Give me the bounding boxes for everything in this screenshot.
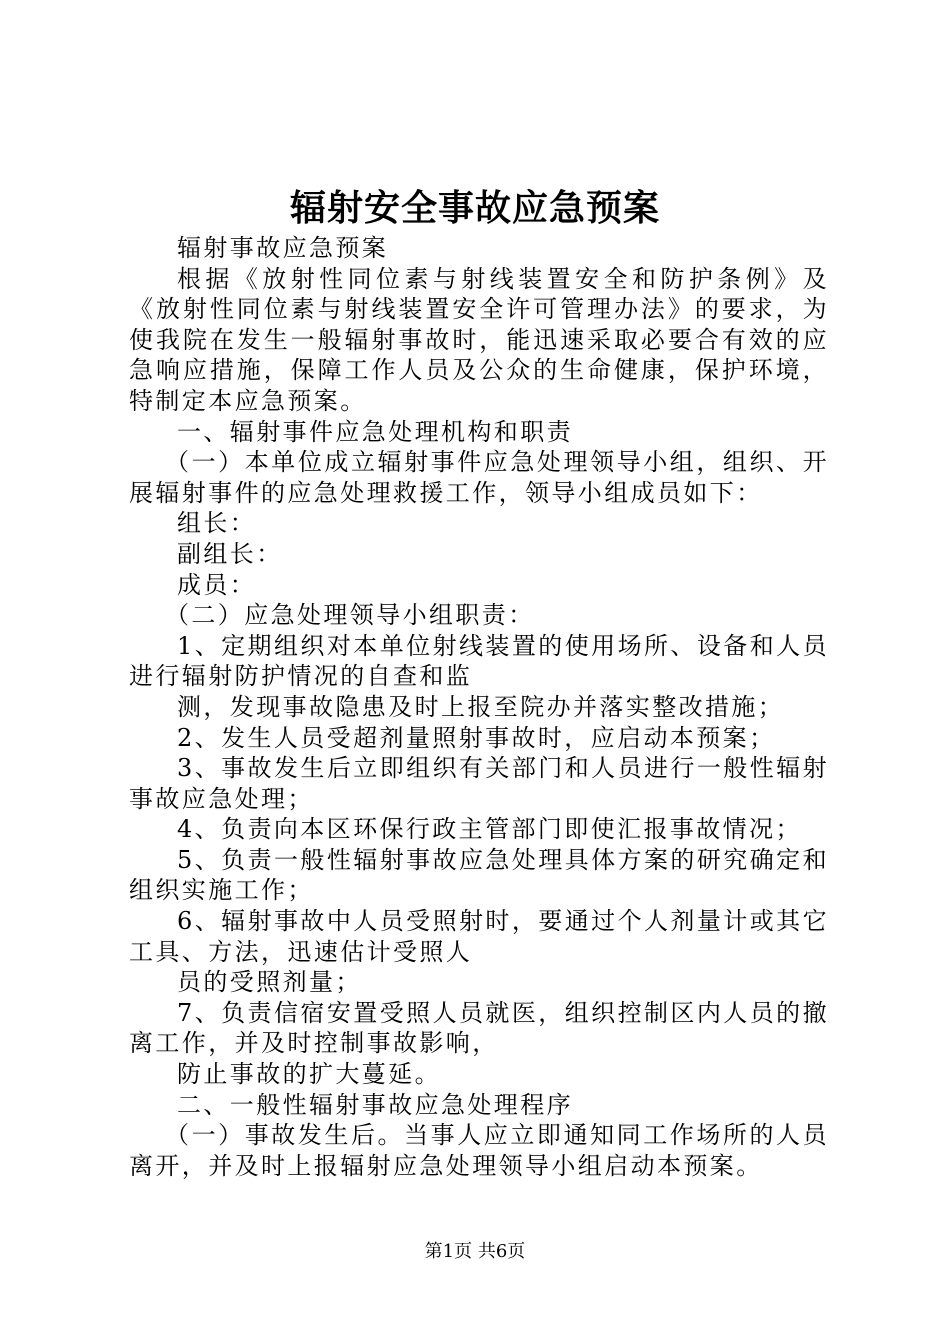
page-footer: 第1页 共6页 bbox=[424, 1241, 526, 1262]
section-heading-1: 一、辐射事件应急处理机构和职责 bbox=[177, 417, 573, 446]
paragraph-duty-7-cont: 防止事故的扩大蔓延。 bbox=[177, 1060, 441, 1089]
paragraph-members: 成员： bbox=[177, 570, 257, 599]
paragraph-duty-5: 5、负责一般性辐射事故应急处理具体方案的研究确定和组织实施工作； bbox=[129, 845, 829, 905]
paragraph-duty-6-cont: 员的受照剂量； bbox=[177, 968, 362, 997]
document-title: 辐射安全事故应急预案 bbox=[289, 187, 660, 229]
paragraph-duty-3: 3、事故发生后立即组织有关部门和人员进行一般性辐射事故应急处理； bbox=[129, 754, 829, 813]
paragraph-duty-4: 4、负责向本区环保行政主管部门即使汇报事故情况； bbox=[177, 815, 802, 844]
paragraph-group-leader: 组长： bbox=[177, 509, 257, 538]
paragraph-duty-1-cont: 测，发现事故隐患及时上报至院办并落实整改措施； bbox=[177, 692, 785, 721]
section-heading-2: 二、一般性辐射事故应急处理程序 bbox=[177, 1090, 573, 1119]
paragraph-intro: 根据《放射性同位素与射线装置安全和防护条例》及《放射性同位素与射线装置安全许可管理办法》的要求，为使我院在发生一般辐射事故时，能迅速采取必要合有效的应急响应措施，保障工作人员及公众的生命健康，保护环境，特制定本应急预案。 bbox=[129, 264, 829, 415]
paragraph-procedure-1: （一）事故发生后。当事人应立即通知同工作场所的人员离开，并及时上报辐射应急处理领导小组启动本预案。 bbox=[129, 1121, 829, 1180]
paragraph-leading-group: （一）本单位成立辐射事件应急处理领导小组，组织、开展辐射事件的应急处理救援工作，领导小组成员如下： bbox=[129, 448, 829, 507]
paragraph-duty-1: 1、定期组织对本单位射线装置的使用场所、设备和人员进行辐射防护情况的自查和监 bbox=[129, 631, 829, 691]
paragraph-duty-6: 6、辐射事故中人员受照射时，要通过个人剂量计或其它工具、方法，迅速估计受照人 bbox=[129, 907, 829, 966]
paragraph-duties-heading: （二）应急处理领导小组职责： bbox=[165, 601, 535, 630]
paragraph-duty-2: 2、发生人员受超剂量照射事故时，应启动本预案； bbox=[177, 723, 776, 752]
paragraph-subtitle: 辐射事故应急预案 bbox=[177, 234, 389, 262]
document-body bbox=[129, 233, 829, 1181]
paragraph-duty-7: 7、负责信宿安置受照人员就医，组织控制区内人员的撤离工作，并及时控制事故影响， bbox=[129, 998, 829, 1058]
paragraph-deputy-leader: 副组长： bbox=[177, 539, 283, 568]
